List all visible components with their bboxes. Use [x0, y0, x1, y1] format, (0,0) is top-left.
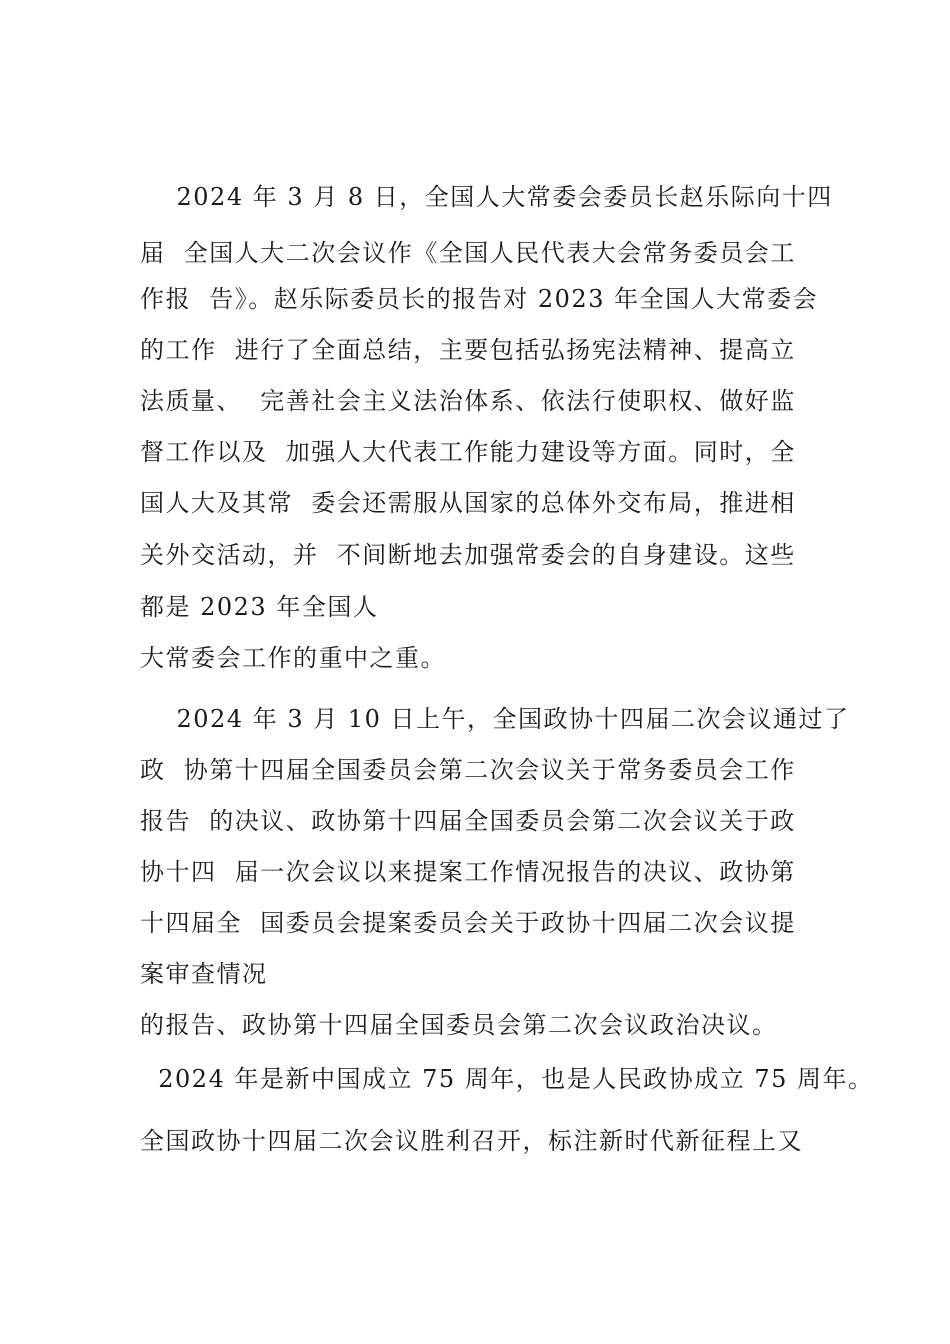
text-line: 关外交活动，并 不间断地去加强常委会的自身建设。这些: [140, 541, 796, 569]
text-line: 报告 的决议、政协第十四届全国委员会第二次会议关于政: [140, 807, 796, 835]
text-line: 的工作 进行了全面总结，主要包括弘扬宪法精神、提高立: [140, 336, 796, 364]
text-line: 法质量、 完善社会主义法治体系、依法行使职权、做好监: [140, 387, 796, 415]
text-line: 届 全国人大二次会议作《全国人民代表大会常务委员会工: [140, 239, 796, 267]
text-line: 督工作以及 加强人大代表工作能力建设等方面。同时，全: [140, 438, 796, 466]
text-line: 的报告、政协第十四届全国委员会第二次会议政治决议。: [140, 1011, 778, 1039]
text-line: 大常委会工作的重中之重。: [140, 644, 446, 672]
text-line: 案审查情况: [140, 960, 268, 988]
text-line: 都是 2023 年全国人: [140, 593, 379, 621]
text-line: 作报 告》。赵乐际委员长的报告对 2023 年全国人大常委会: [140, 285, 819, 313]
text-line: 2024 年 3 月 8 日，全国人大常委会委员长赵乐际向十四: [140, 183, 833, 211]
text-line: 全国政协十四届二次会议胜利召开，标注新时代新征程上又: [140, 1127, 803, 1155]
text-line: 政 协第十四届全国委员会第二次会议关于常务委员会工作: [140, 756, 796, 784]
text-line: 国人大及其常 委会还需服从国家的总体外交布局，推进相: [140, 489, 796, 517]
text-line: 2024 年 3 月 10 日上午，全国政协十四届二次会议通过了: [140, 705, 850, 733]
text-line: 十四届全 国委员会提案委员会关于政协十四届二次会议提: [140, 909, 796, 937]
text-line: 协十四 届一次会议以来提案工作情况报告的决议、政协第: [140, 858, 796, 886]
text-line: 2024 年是新中国成立 75 周年，也是人民政协成立 75 周年。: [140, 1065, 874, 1093]
